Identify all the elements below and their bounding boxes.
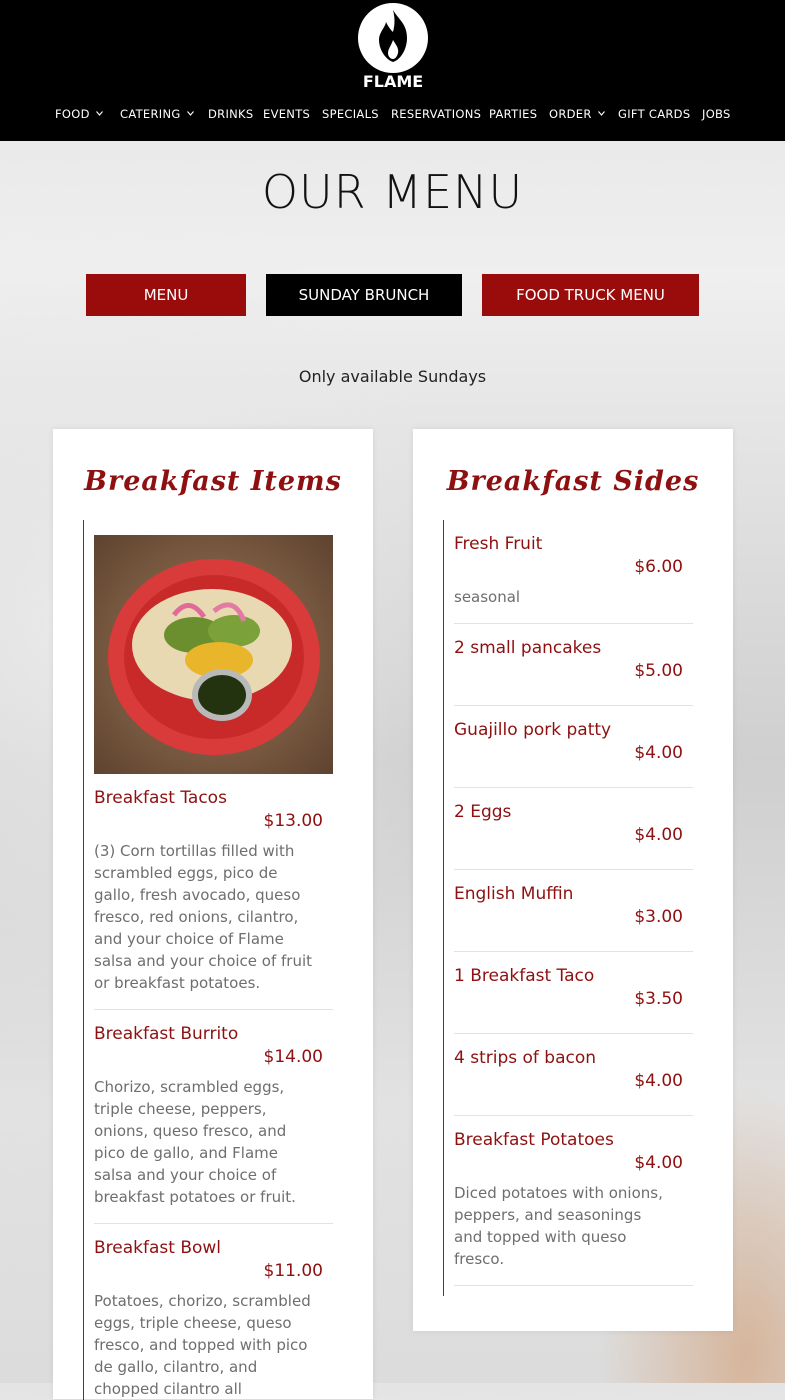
nav-item-parties[interactable]: PARTIES [489, 107, 538, 121]
desc-line: salsa and your choice of [94, 1166, 277, 1184]
chevron-down-icon [96, 111, 103, 116]
side-name-breakfast-taco: 1 Breakfast Taco [454, 966, 595, 986]
desc-line: gallo, fresh avocado, queso [94, 886, 301, 904]
breakfast-tacos-photo [94, 535, 333, 774]
tab-sunday-brunch[interactable]: SUNDAY BRUNCH [266, 274, 462, 316]
side-desc-breakfast-potatoes [454, 1182, 663, 1270]
desc-line: Potatoes, chorizo, scrambled [94, 1292, 311, 1310]
item-name-breakfast-bowl: Breakfast Bowl [94, 1238, 222, 1258]
site-header [0, 0, 785, 141]
item-desc-breakfast-bowl [94, 1290, 311, 1398]
desc-line: pico de gallo, and Flame [94, 1144, 278, 1162]
item-divider [454, 1285, 693, 1286]
side-name-breakfast-potatoes: Breakfast Potatoes [454, 1130, 614, 1150]
section-accent-line [83, 520, 84, 1400]
side-price-english-muffin: $3.00 [634, 907, 683, 927]
item-divider [454, 623, 693, 624]
main-nav [0, 107, 785, 125]
side-name-eggs: 2 Eggs [454, 802, 512, 822]
logo-wordmark: FLAME [362, 72, 424, 91]
desc-line: eggs, triple cheese, queso [94, 1314, 292, 1332]
desc-line: (3) Corn tortillas filled with [94, 842, 295, 860]
desc-line: peppers, and seasonings [454, 1206, 642, 1224]
side-name-pork-patty: Guajillo pork patty [454, 720, 612, 740]
side-name-pancakes: 2 small pancakes [454, 638, 602, 658]
food-photo-image [94, 535, 333, 774]
page-title: OUR MENU [261, 165, 524, 219]
desc-line: and topped with queso [454, 1228, 627, 1246]
item-divider [94, 1223, 333, 1224]
flame-logo[interactable] [355, 2, 431, 90]
side-price-breakfast-taco: $3.50 [634, 989, 683, 1009]
side-name-bacon: 4 strips of bacon [454, 1048, 597, 1068]
item-desc-breakfast-burrito [94, 1076, 296, 1208]
nav-label: ORDER [549, 107, 592, 121]
side-name-fresh-fruit: Fresh Fruit [454, 534, 543, 554]
nav-item-events[interactable]: EVENTS [263, 107, 311, 121]
item-price-breakfast-burrito: $14.00 [263, 1047, 323, 1067]
nav-item-food[interactable] [55, 107, 103, 121]
item-price-breakfast-bowl: $11.00 [263, 1261, 323, 1281]
nav-label: CATERING [120, 107, 181, 121]
item-divider [454, 869, 693, 870]
desc-line: onions, queso fresco, and [94, 1122, 287, 1140]
desc-line: chopped cilantro all [94, 1380, 242, 1398]
item-price-breakfast-tacos: $13.00 [263, 811, 323, 831]
section-accent-line [443, 520, 444, 1296]
chevron-down-icon [598, 111, 605, 116]
item-divider [454, 1115, 693, 1116]
side-price-breakfast-potatoes: $4.00 [634, 1153, 683, 1173]
nav-label: FOOD [55, 107, 90, 121]
desc-line: breakfast potatoes or fruit. [94, 1188, 296, 1206]
tab-food-truck-menu[interactable]: FOOD TRUCK MENU [482, 274, 699, 316]
desc-line: salsa and your choice of fruit [94, 952, 313, 970]
nav-item-gift-cards[interactable]: GIFT CARDS [618, 107, 691, 121]
desc-line: and your choice of Flame [94, 930, 284, 948]
item-divider [454, 1033, 693, 1034]
item-divider [454, 787, 693, 788]
flame-icon [355, 2, 431, 74]
side-desc-fresh-fruit: seasonal [454, 588, 521, 606]
side-name-english-muffin: English Muffin [454, 884, 574, 904]
nav-item-specials[interactable]: SPECIALS [322, 107, 379, 121]
item-divider [454, 705, 693, 706]
menu-availability-note: Only available Sundays [298, 367, 487, 386]
nav-item-catering[interactable] [120, 107, 194, 121]
item-name-breakfast-burrito: Breakfast Burrito [94, 1024, 239, 1044]
item-divider [454, 951, 693, 952]
nav-item-order[interactable] [549, 107, 605, 121]
side-price-pancakes: $5.00 [634, 661, 683, 681]
breakfast-sides-title: Breakfast Sides [446, 466, 700, 497]
desc-line: fresco, red onions, cilantro, [94, 908, 299, 926]
nav-item-reservations[interactable]: RESERVATIONS [391, 107, 482, 121]
desc-line: or breakfast potatoes. [94, 974, 261, 992]
desc-line: Chorizo, scrambled eggs, [94, 1078, 285, 1096]
breakfast-items-title: Breakfast Items [84, 466, 342, 497]
desc-line: scrambled eggs, pico de [94, 864, 278, 882]
desc-line: Diced potatoes with onions, [454, 1184, 663, 1202]
desc-line: triple cheese, peppers, [94, 1100, 267, 1118]
tab-menu[interactable]: MENU [86, 274, 246, 316]
item-divider [94, 1009, 333, 1010]
desc-line: fresco, and topped with pico [94, 1336, 308, 1354]
chevron-down-icon [187, 111, 194, 116]
desc-line: de gallo, cilantro, and [94, 1358, 258, 1376]
side-price-bacon: $4.00 [634, 1071, 683, 1091]
desc-line: fresco. [454, 1250, 505, 1268]
nav-item-jobs[interactable]: JOBS [702, 107, 731, 121]
nav-item-drinks[interactable]: DRINKS [208, 107, 254, 121]
side-price-eggs: $4.00 [634, 825, 683, 845]
side-price-fresh-fruit: $6.00 [634, 557, 683, 577]
item-name-breakfast-tacos: Breakfast Tacos [94, 788, 227, 808]
item-desc-breakfast-tacos [94, 840, 312, 994]
side-price-pork-patty: $4.00 [634, 743, 683, 763]
